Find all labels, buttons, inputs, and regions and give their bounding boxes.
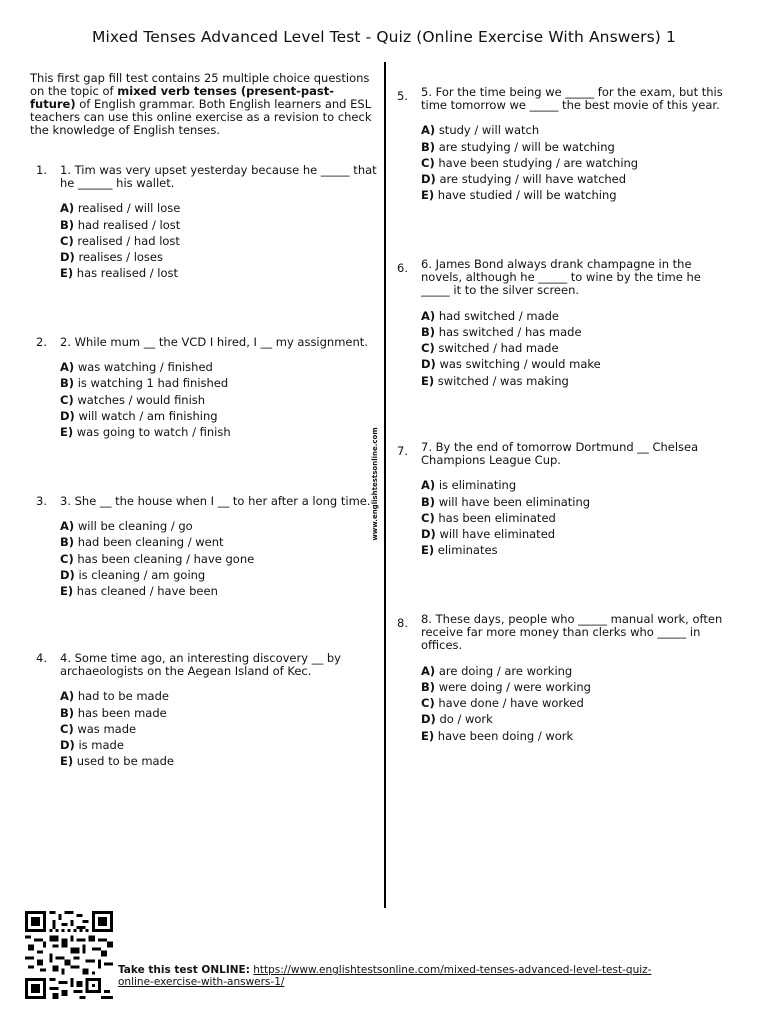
option-letter: D) bbox=[60, 408, 75, 423]
option-letter: B) bbox=[60, 535, 75, 550]
option-text: was switching / would make bbox=[439, 357, 601, 372]
option-text: have been studying / are watching bbox=[438, 155, 639, 170]
option-text: had been cleaning / went bbox=[77, 535, 224, 550]
option-a bbox=[421, 310, 727, 323]
option-b bbox=[421, 141, 737, 154]
option-text: has realised / lost bbox=[76, 266, 179, 281]
option-letter: A) bbox=[60, 201, 75, 216]
option-letter: D) bbox=[421, 357, 436, 372]
option-letter: D) bbox=[60, 738, 75, 753]
option-a bbox=[60, 361, 380, 374]
option-text: had switched / made bbox=[438, 308, 560, 323]
option-e bbox=[60, 267, 380, 280]
intro-paragraph bbox=[30, 72, 378, 137]
option-letter: B) bbox=[421, 494, 436, 509]
option-letter: A) bbox=[421, 308, 436, 323]
option-b bbox=[60, 219, 380, 232]
question-stem: 6. James Bond always drank champagne in the novels, although he _____ to wine by the time he _____ it to the silver screen. bbox=[421, 257, 701, 298]
option-e bbox=[421, 375, 727, 388]
option-letter: B) bbox=[421, 139, 436, 154]
option-text: realised / had lost bbox=[77, 233, 180, 248]
option-text: are studying / will have watched bbox=[439, 172, 627, 187]
option-d bbox=[421, 713, 731, 726]
option-letter: E) bbox=[60, 266, 74, 281]
option-text: had realised / lost bbox=[77, 217, 181, 232]
question-8 bbox=[397, 612, 731, 746]
option-letter: C) bbox=[421, 510, 435, 525]
option-e bbox=[421, 189, 737, 202]
option-text: eliminates bbox=[437, 543, 498, 558]
option-d bbox=[60, 569, 380, 582]
option-text: had to be made bbox=[77, 689, 169, 704]
option-letter: A) bbox=[60, 689, 75, 704]
option-c bbox=[421, 157, 737, 170]
intro-bold-topic: mixed verb tenses (present-past-future) bbox=[30, 83, 335, 111]
option-text: is cleaning / am going bbox=[78, 567, 206, 582]
intro-text-2: of English grammar. Both English learners and ESL teachers can use this online exercise as a revision to check the knowledge of English tenses. bbox=[30, 96, 372, 137]
option-text: has been eliminated bbox=[438, 510, 556, 525]
footer bbox=[118, 964, 678, 988]
option-text: has switched / has made bbox=[438, 324, 582, 339]
option-text: is made bbox=[78, 738, 124, 753]
option-e bbox=[421, 730, 731, 743]
option-letter: E) bbox=[421, 188, 435, 203]
question-number: 7. bbox=[397, 444, 408, 458]
option-b bbox=[421, 326, 727, 339]
option-a bbox=[60, 202, 380, 215]
option-e bbox=[60, 755, 380, 768]
question-3 bbox=[36, 494, 380, 601]
option-b bbox=[60, 536, 380, 549]
option-b bbox=[421, 496, 727, 509]
option-c bbox=[421, 697, 731, 710]
option-text: have been doing / work bbox=[437, 728, 574, 743]
option-letter: E) bbox=[60, 425, 74, 440]
option-c bbox=[60, 553, 380, 566]
option-text: has been cleaning / have gone bbox=[77, 551, 255, 566]
option-a bbox=[421, 665, 731, 678]
question-number: 8. bbox=[397, 616, 408, 630]
option-text: was going to watch / finish bbox=[76, 425, 231, 440]
option-letter: B) bbox=[60, 376, 75, 391]
option-a bbox=[421, 479, 727, 492]
option-letter: A) bbox=[421, 123, 436, 138]
option-text: watches / would finish bbox=[77, 392, 206, 407]
question-stem: 1. Tim was very upset yesterday because he _____ that he ______ his wallet. bbox=[60, 163, 377, 191]
option-letter: D) bbox=[421, 527, 436, 542]
option-text: will have been eliminating bbox=[438, 494, 591, 509]
option-b bbox=[60, 377, 380, 390]
question-number: 3. bbox=[36, 494, 47, 508]
option-text: will be cleaning / go bbox=[77, 519, 193, 534]
option-letter: D) bbox=[421, 172, 436, 187]
option-text: have done / have worked bbox=[438, 696, 584, 711]
option-b bbox=[60, 707, 380, 720]
question-stem: 3. She __ the house when I __ to her after a long time. bbox=[60, 494, 371, 508]
question-number: 2. bbox=[36, 335, 47, 349]
option-letter: B) bbox=[60, 705, 75, 720]
option-d bbox=[60, 739, 380, 752]
option-letter: E) bbox=[421, 373, 435, 388]
option-d bbox=[60, 410, 380, 423]
option-text: switched / was making bbox=[437, 373, 569, 388]
option-c bbox=[60, 235, 380, 248]
option-e bbox=[60, 585, 380, 598]
option-d bbox=[60, 251, 380, 264]
option-letter: E) bbox=[421, 543, 435, 558]
option-letter: A) bbox=[421, 478, 436, 493]
option-letter: C) bbox=[60, 721, 74, 736]
intro-text-1: This first gap fill test contains 25 multiple choice questions on the topic of bbox=[30, 71, 370, 98]
option-letter: A) bbox=[60, 519, 75, 534]
option-letter: E) bbox=[421, 728, 435, 743]
option-letter: C) bbox=[421, 341, 435, 356]
option-text: do / work bbox=[439, 712, 493, 727]
question-number: 1. bbox=[36, 163, 47, 177]
option-letter: A) bbox=[421, 663, 436, 678]
option-c bbox=[421, 342, 727, 355]
question-4 bbox=[36, 651, 380, 772]
option-text: realises / loses bbox=[78, 250, 163, 265]
option-text: have studied / will be watching bbox=[437, 188, 617, 203]
option-d bbox=[421, 173, 737, 186]
option-text: was watching / finished bbox=[77, 360, 213, 375]
option-text: is eliminating bbox=[438, 478, 517, 493]
option-letter: D) bbox=[60, 250, 75, 265]
question-7 bbox=[397, 440, 727, 561]
option-text: used to be made bbox=[76, 754, 174, 769]
option-letter: C) bbox=[421, 155, 435, 170]
question-5 bbox=[397, 85, 737, 206]
option-letter: B) bbox=[421, 679, 436, 694]
option-text: will watch / am finishing bbox=[78, 408, 218, 423]
option-text: are studying / will be watching bbox=[438, 139, 615, 154]
option-letter: B) bbox=[421, 324, 436, 339]
question-stem: 4. Some time ago, an interesting discovery __ by archaeologists on the Aegean Island of Kec. bbox=[60, 651, 341, 679]
question-number: 5. bbox=[397, 89, 408, 103]
question-stem: 8. These days, people who _____ manual work, often receive far more money than clerks who _____ in offices. bbox=[421, 612, 723, 653]
option-text: was made bbox=[77, 721, 137, 736]
option-letter: A) bbox=[60, 360, 75, 375]
option-e bbox=[421, 544, 727, 557]
question-2 bbox=[36, 335, 380, 442]
question-6 bbox=[397, 257, 727, 391]
option-letter: B) bbox=[60, 217, 75, 232]
option-e bbox=[60, 426, 380, 439]
option-letter: D) bbox=[60, 567, 75, 582]
option-text: realised / will lose bbox=[77, 201, 181, 216]
question-stem: 5. For the time being we _____ for the exam, but this time tomorrow we _____ the best movie of this year. bbox=[421, 85, 723, 113]
option-text: study / will watch bbox=[438, 123, 540, 138]
option-d bbox=[421, 358, 727, 371]
option-text: has cleaned / have been bbox=[76, 584, 218, 599]
option-text: is watching 1 had finished bbox=[77, 376, 229, 391]
option-c bbox=[60, 723, 380, 736]
test-online-link[interactable]: https://www.englishtestsonline.com/mixed-tenses-advanced-level-test-quiz-online-exercise-with-answers-1/ bbox=[118, 964, 652, 989]
question-1 bbox=[36, 163, 380, 284]
question-number: 4. bbox=[36, 651, 47, 665]
option-text: are doing / are working bbox=[438, 663, 573, 678]
question-stem: 7. By the end of tomorrow Dortmund __ Chelsea Champions League Cup. bbox=[421, 440, 699, 468]
option-a bbox=[421, 124, 737, 137]
option-a bbox=[60, 690, 380, 703]
option-text: has been made bbox=[77, 705, 167, 720]
question-number: 6. bbox=[397, 261, 408, 275]
option-letter: E) bbox=[60, 584, 74, 599]
option-a bbox=[60, 520, 380, 533]
option-letter: D) bbox=[421, 712, 436, 727]
option-b bbox=[421, 681, 731, 694]
option-c bbox=[60, 394, 380, 407]
side-url: www.englishtestsonline.com bbox=[370, 427, 379, 541]
footer-label: Take this test ONLINE: bbox=[118, 964, 250, 976]
option-c bbox=[421, 512, 727, 525]
page-title: Mixed Tenses Advanced Level Test - Quiz (Online Exercise With Answers) 1 bbox=[92, 28, 676, 46]
option-text: switched / had made bbox=[438, 341, 559, 356]
column-divider bbox=[384, 62, 386, 908]
option-letter: C) bbox=[421, 696, 435, 711]
qr-code[interactable] bbox=[24, 911, 114, 999]
option-letter: C) bbox=[60, 392, 74, 407]
question-stem: 2. While mum __ the VCD I hired, I __ my assignment. bbox=[60, 335, 368, 349]
option-letter: E) bbox=[60, 754, 74, 769]
option-d bbox=[421, 528, 727, 541]
option-text: will have eliminated bbox=[439, 527, 556, 542]
option-text: were doing / were working bbox=[438, 679, 591, 694]
option-letter: C) bbox=[60, 551, 74, 566]
option-letter: C) bbox=[60, 233, 74, 248]
